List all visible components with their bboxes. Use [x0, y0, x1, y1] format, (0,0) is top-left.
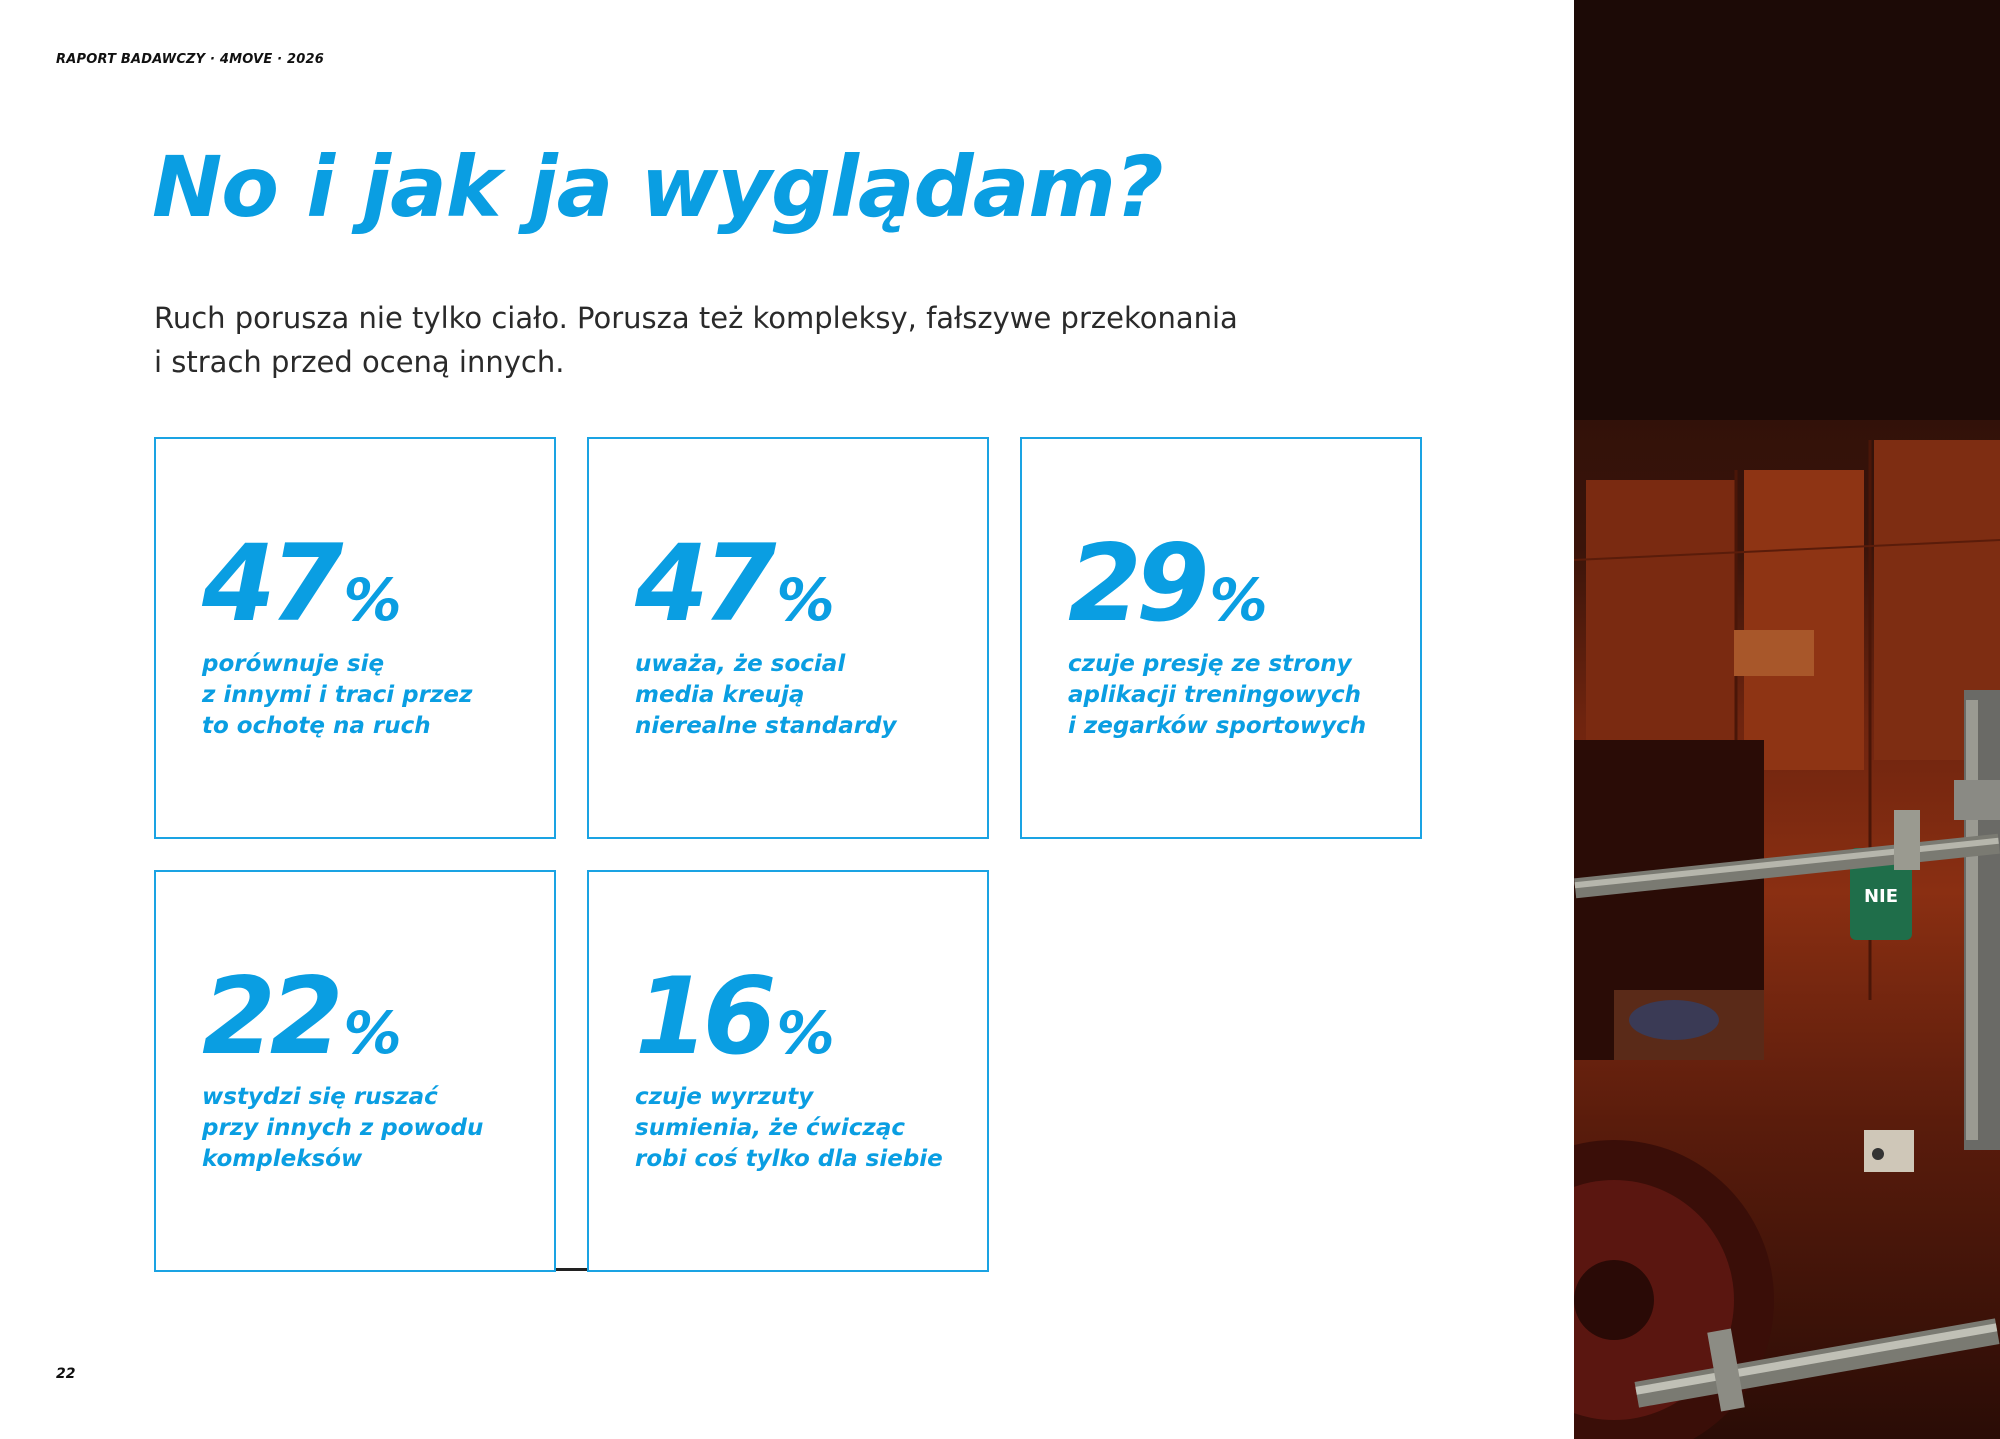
stat-description-line: robi coś tylko dla siebie [635, 1146, 943, 1172]
stat-unit: % [776, 566, 835, 634]
stat-value [635, 955, 835, 1078]
stat-value [1068, 522, 1268, 645]
stat-value [202, 955, 402, 1078]
lead-paragraph [154, 296, 1334, 384]
stat-description-line: nierealne standardy [635, 713, 897, 739]
stat-card-apps-pressure [1020, 437, 1422, 839]
stat-description [202, 1082, 532, 1175]
stat-description-line: aplikacji treningowych [1068, 682, 1362, 708]
stat-description-line: czuje presję ze strony [1068, 651, 1352, 677]
stat-number: 16 [635, 955, 771, 1078]
stat-card-guilt [587, 870, 989, 1272]
report-header: RAPORT BADAWCZY · 4MOVE · 2026 [56, 52, 324, 67]
gym-barbell-photo [1574, 0, 2000, 1439]
lead-line-2: i strach przed oceną innych. [154, 345, 565, 379]
page-title: No i jak ja wyglądam? [152, 138, 1163, 236]
stat-description [1068, 649, 1398, 742]
stat-number: 47 [202, 522, 338, 645]
stat-unit: % [343, 999, 402, 1067]
stat-number: 47 [635, 522, 771, 645]
stat-value [635, 522, 835, 645]
stat-description-line: uważa, że social [635, 651, 846, 677]
sign-text: NIE [1863, 886, 1899, 907]
stat-description-line: to ochotę na ruch [202, 713, 431, 739]
gym-scene-illustration [1574, 0, 2000, 1439]
stat-card-comparison [154, 437, 556, 839]
stat-description [635, 1082, 965, 1175]
stat-description-line: sumienia, że ćwicząc [635, 1115, 905, 1141]
stat-description [202, 649, 532, 742]
stat-card-social-media [587, 437, 989, 839]
stat-unit: % [1209, 566, 1268, 634]
stat-description-line: i zegarków sportowych [1068, 713, 1367, 739]
stat-card-shame [154, 870, 556, 1272]
card-connector-line [556, 1268, 587, 1271]
stat-number: 22 [202, 955, 338, 1078]
stat-description-line: porównuje się [202, 651, 385, 677]
stat-value [202, 522, 402, 645]
stat-description-line: z innymi i traci przez [202, 682, 473, 708]
stat-description-line: media kreują [635, 682, 805, 708]
stat-description-line: kompleksów [202, 1146, 363, 1172]
stat-description-line: wstydzi się ruszać [202, 1084, 438, 1110]
stat-description [635, 649, 965, 742]
page-number: 22 [56, 1366, 76, 1382]
stat-unit: % [776, 999, 835, 1067]
stat-number: 29 [1068, 522, 1204, 645]
stat-description-line: przy innych z powodu [202, 1115, 484, 1141]
stat-unit: % [343, 566, 402, 634]
stat-description-line: czuje wyrzuty [635, 1084, 814, 1110]
lead-line-1: Ruch porusza nie tylko ciało. Porusza też kompleksy, fałszywe przekonania [154, 301, 1238, 335]
